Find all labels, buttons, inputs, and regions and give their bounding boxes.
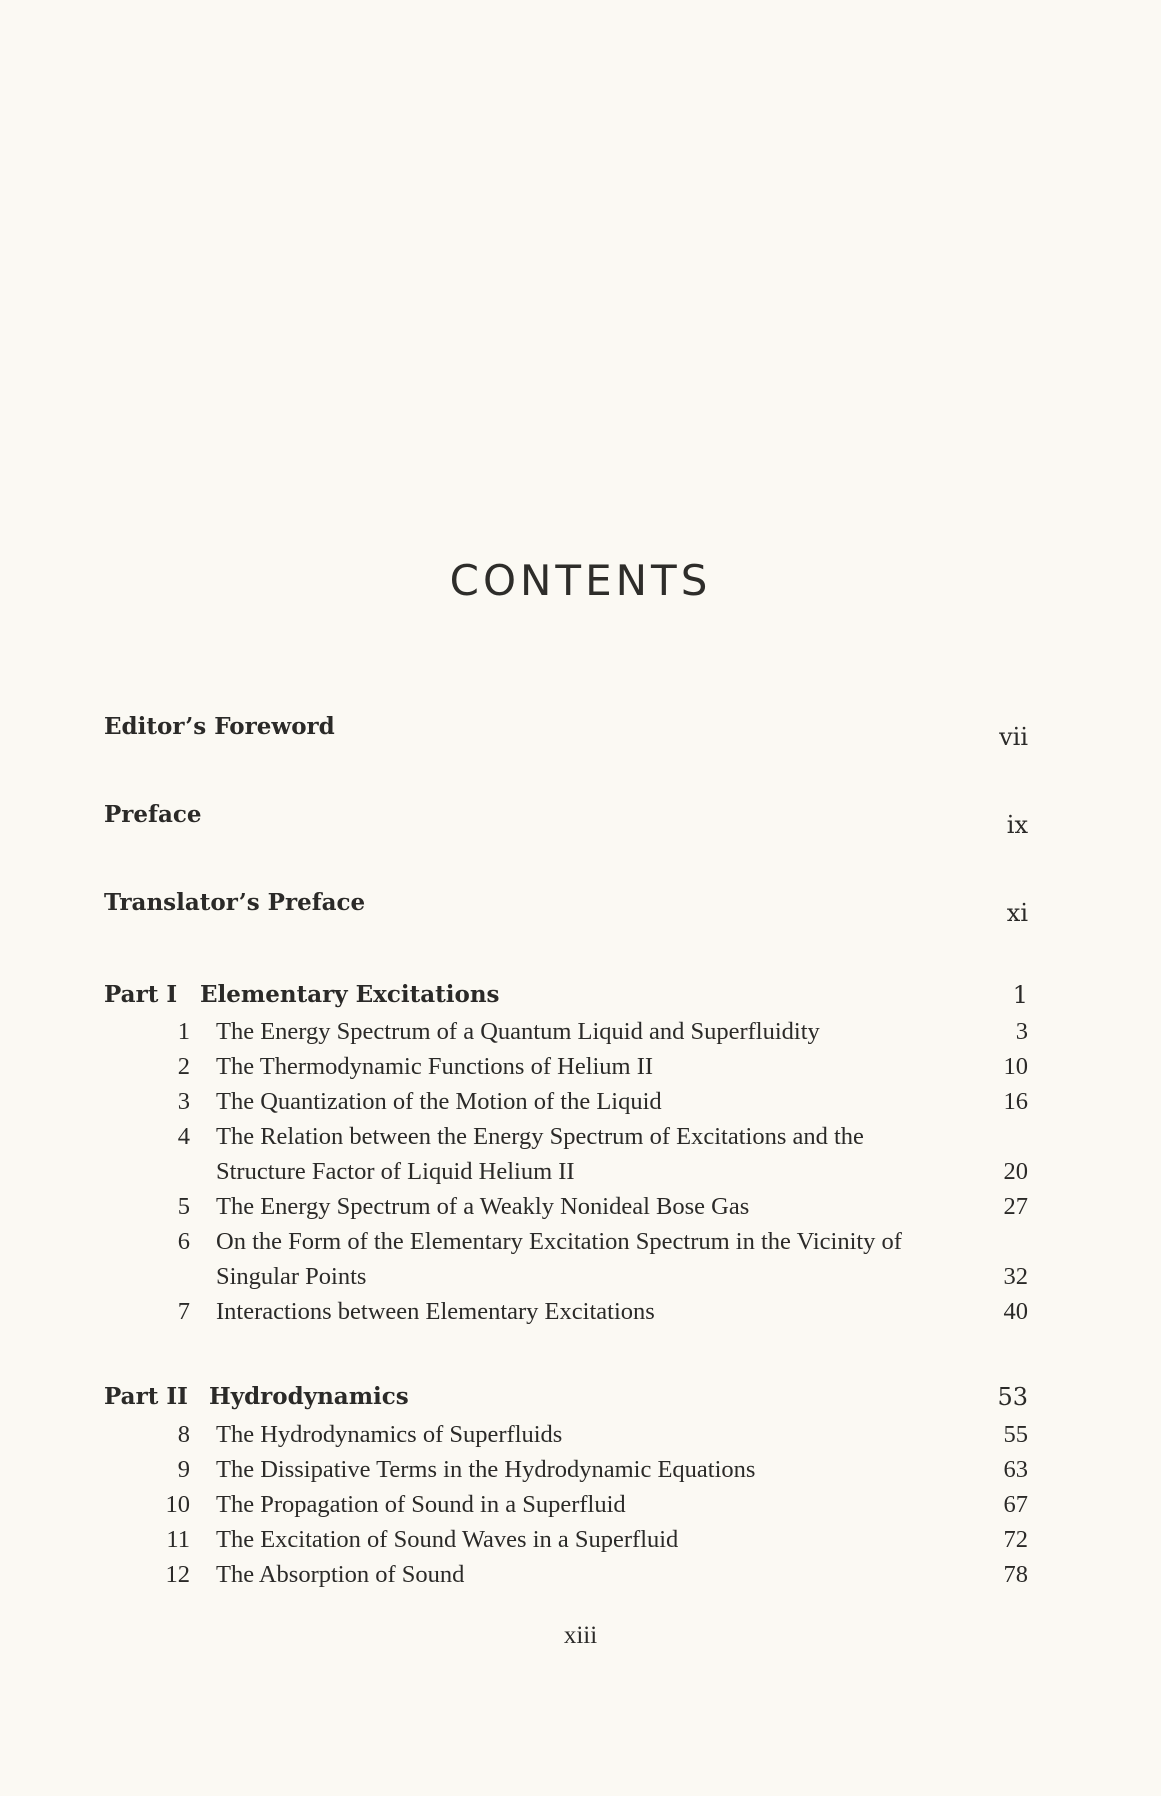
- chapter-list: [104, 1417, 1028, 1592]
- part-title: Elementary Excitations: [200, 981, 500, 1008]
- toc-chapter[interactable]: [104, 1189, 1028, 1224]
- chapter-page: 27: [1003, 1193, 1028, 1220]
- part-label: Part I: [104, 981, 178, 1008]
- chapter-list: [104, 1014, 1028, 1329]
- chapter-number: 8: [177, 1421, 190, 1448]
- chapter-page: 20: [1003, 1158, 1028, 1185]
- chapter-title: The Quantization of the Motion of the Liquid: [216, 1088, 662, 1115]
- chapter-title: The Absorption of Sound: [216, 1561, 465, 1588]
- toc-entry-label: Translator’s Preface: [104, 889, 366, 916]
- toc-entry-translators-preface[interactable]: [104, 889, 1028, 929]
- toc-chapter[interactable]: [104, 1417, 1028, 1452]
- page-title: CONTENTS: [449, 556, 712, 605]
- chapter-number: 1: [177, 1018, 190, 1045]
- chapter-page: 3: [1015, 1018, 1028, 1045]
- chapter-title: The Relation between the Energy Spectrum of Excitations and the Structure Factor of Liquid Helium II: [216, 1123, 864, 1185]
- toc-chapter[interactable]: [104, 1294, 1028, 1329]
- chapter-page: 10: [1003, 1053, 1028, 1080]
- toc-entry-preface[interactable]: [104, 801, 1028, 841]
- part-page: 1: [1012, 981, 1028, 1009]
- toc-chapter[interactable]: [104, 1014, 1028, 1049]
- chapter-title: Interactions between Elementary Excitations: [216, 1298, 655, 1325]
- toc-entry-label: Editor’s Foreword: [104, 713, 335, 740]
- toc-chapter[interactable]: [104, 1452, 1028, 1487]
- page-number: xiii: [563, 1622, 598, 1649]
- chapter-page: 63: [1003, 1456, 1028, 1483]
- chapter-number: 5: [177, 1193, 190, 1220]
- toc-part-heading[interactable]: [104, 981, 1028, 1015]
- part-title: Hydrodynamics: [209, 1383, 409, 1410]
- chapter-title: On the Form of the Elementary Excitation Spectrum in the Vicinity of Singular Points: [216, 1228, 902, 1290]
- toc-part-heading[interactable]: [104, 1383, 1028, 1417]
- chapter-number: 10: [165, 1491, 190, 1518]
- chapter-page: 78: [1003, 1561, 1028, 1588]
- toc-chapter[interactable]: [104, 1557, 1028, 1592]
- toc-entry-page: xi: [1006, 899, 1028, 927]
- chapter-number: 2: [177, 1053, 190, 1080]
- chapter-title: The Energy Spectrum of a Quantum Liquid and Superfluidity: [216, 1018, 820, 1045]
- chapter-title: The Dissipative Terms in the Hydrodynamic Equations: [216, 1456, 756, 1483]
- toc-chapter[interactable]: [104, 1522, 1028, 1557]
- chapter-title: The Energy Spectrum of a Weakly Nonideal Bose Gas: [216, 1193, 750, 1220]
- chapter-title: The Excitation of Sound Waves in a Superfluid: [216, 1526, 679, 1553]
- chapter-number: 3: [177, 1088, 190, 1115]
- chapter-title: The Thermodynamic Functions of Helium II: [216, 1053, 654, 1080]
- chapter-number: 9: [177, 1456, 190, 1483]
- chapter-page: 55: [1003, 1421, 1028, 1448]
- toc-entry-page: vii: [999, 723, 1028, 751]
- chapter-page: 16: [1003, 1088, 1028, 1115]
- chapter-number: 6: [177, 1228, 190, 1255]
- toc-entry-page: ix: [1006, 811, 1028, 839]
- toc-entry-label: Preface: [104, 801, 202, 828]
- chapter-number: 7: [177, 1298, 190, 1325]
- chapter-number: 4: [177, 1123, 190, 1150]
- part-label: Part II: [104, 1383, 188, 1410]
- toc-chapter[interactable]: [104, 1084, 1028, 1119]
- chapter-page: 32: [1003, 1263, 1028, 1290]
- chapter-number: 12: [165, 1561, 190, 1588]
- chapter-page: 40: [1003, 1298, 1028, 1325]
- toc-chapter[interactable]: [104, 1049, 1028, 1084]
- toc-chapter[interactable]: [104, 1224, 1028, 1294]
- chapter-page: 72: [1003, 1526, 1028, 1553]
- part-page: 53: [997, 1383, 1028, 1411]
- chapter-number: 11: [166, 1526, 190, 1553]
- toc-entry-editors-foreword[interactable]: [104, 713, 1028, 753]
- toc-chapter[interactable]: [104, 1119, 1028, 1189]
- chapter-page: 67: [1003, 1491, 1028, 1518]
- toc-chapter[interactable]: [104, 1487, 1028, 1522]
- chapter-title: The Hydrodynamics of Superfluids: [216, 1421, 563, 1448]
- chapter-title: The Propagation of Sound in a Superfluid: [216, 1491, 626, 1518]
